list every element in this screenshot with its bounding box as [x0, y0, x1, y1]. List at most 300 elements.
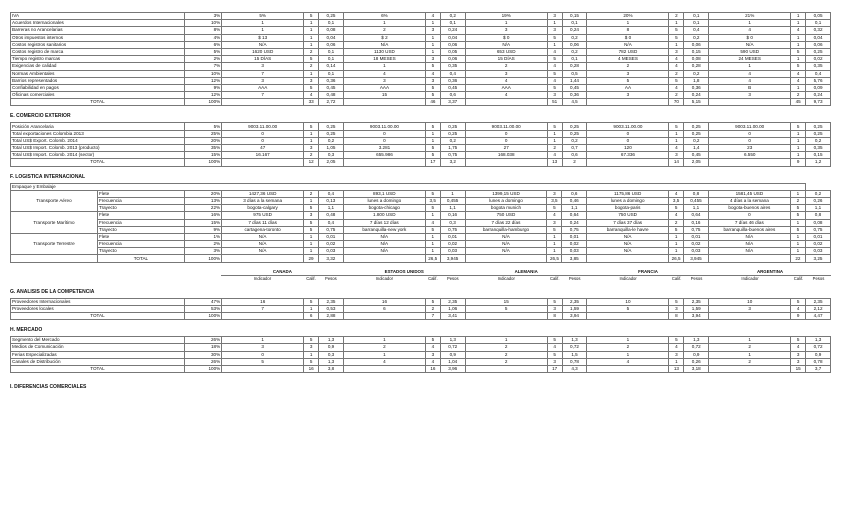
table-row: [11, 48, 831, 55]
total-weighted: 3,8: [319, 365, 344, 372]
score-cell: 5: [425, 205, 440, 212]
total-weighted: 4,5: [562, 99, 587, 106]
indicator-cell: N/A: [465, 41, 547, 48]
weighted-cell: 0,25: [319, 123, 344, 130]
weighted-cell: 0,04: [440, 34, 465, 41]
blank-cell: [222, 313, 304, 320]
indicator-cell: bogota-chicago: [343, 205, 425, 212]
indicator-cell: bogota-paris: [587, 205, 669, 212]
score-cell: 3,5: [669, 197, 684, 204]
weighted-cell: 0,02: [684, 241, 709, 248]
score-cell: 3: [791, 351, 806, 358]
weighted-cell: 0,28: [562, 63, 587, 70]
weighted-cell: 0,2: [806, 137, 831, 144]
weighted-cell: 1,1: [684, 205, 709, 212]
weighted-cell: 0,03: [684, 248, 709, 255]
indicator-cell: 750 USD: [465, 212, 547, 219]
weighted-cell: 0,14: [319, 63, 344, 70]
total-row: [11, 365, 831, 372]
score-cell: 1: [791, 145, 806, 152]
weighted-cell: 0,36: [319, 77, 344, 84]
total-weighted: 3,7: [806, 365, 831, 372]
weighted-cell: 0,72: [684, 344, 709, 351]
score-cell: 2: [669, 92, 684, 99]
score-cell: 4: [669, 212, 684, 219]
score-cell: 1: [304, 241, 319, 248]
score-cell: 5: [791, 298, 806, 305]
indicator-cell: 1: [709, 351, 791, 358]
indicator-cell: 6%: [343, 13, 425, 20]
score-cell: 1: [304, 34, 319, 41]
indicator-cell: 15: [343, 92, 425, 99]
indicator-cell: 120: [587, 145, 669, 152]
score-cell: 5: [669, 298, 684, 305]
row-weight: 15%: [184, 152, 221, 159]
score-cell: 1: [790, 248, 805, 255]
score-cell: 4: [425, 70, 440, 77]
weighted-cell: 0,01: [805, 233, 830, 240]
weighted-cell: 1,1: [562, 205, 587, 212]
total-label: TOTAL: [11, 99, 185, 106]
score-cell: 1: [791, 20, 806, 27]
score-cell: 5: [304, 337, 319, 344]
table-row: [11, 248, 831, 255]
weighted-cell: 1,59: [562, 305, 587, 312]
weighted-cell: 0,02: [562, 241, 587, 248]
total-weighted: 3,94: [562, 313, 587, 320]
blank-cell: [222, 99, 304, 106]
indicator-cell: 782 USD: [587, 48, 669, 55]
indicator-cell: 1: [222, 337, 304, 344]
score-cell: 1: [547, 241, 562, 248]
table-row: [11, 190, 831, 197]
weight-header: Pesos: [568, 275, 581, 281]
weighted-cell: 0,25: [684, 123, 709, 130]
table-row: [11, 226, 831, 233]
weighted-cell: 0,1: [684, 20, 709, 27]
indicator-cell: barranquilla-new york: [343, 226, 425, 233]
indicator-cell: cartagena-toronto: [222, 226, 304, 233]
score-cell: 4: [425, 219, 440, 226]
weighted-cell: 1,06: [440, 305, 465, 312]
transport-group: Transporte Aéreo: [11, 190, 98, 212]
table-row: [11, 34, 831, 41]
spreadsheet: [10, 12, 840, 393]
indicator-cell: 2: [709, 344, 791, 351]
row-label: Total US$ Export. Colomb. 2014: [11, 137, 185, 144]
score-cell: 4: [547, 77, 562, 84]
total-weight: 100%: [184, 255, 221, 262]
total-row: [11, 313, 831, 320]
weighted-cell: 0,72: [562, 344, 587, 351]
score-cell: 5: [791, 337, 806, 344]
indicator-cell: B: [709, 84, 791, 91]
row-weight: 25%: [184, 130, 221, 137]
weighted-cell: 0,4: [684, 27, 709, 34]
indicator-cell: 3: [465, 27, 547, 34]
score-cell: 5: [790, 205, 805, 212]
score-cell: 4: [425, 344, 440, 351]
indicator-cell: AAA: [343, 84, 425, 91]
score-cell: 1: [425, 248, 440, 255]
score-cell: 2: [791, 92, 806, 99]
indicator-cell: 1130 USD: [343, 48, 425, 55]
weighted-cell: 1,44: [562, 77, 587, 84]
weighted-cell: 0,24: [562, 27, 587, 34]
sec1-table: [10, 12, 831, 106]
blank-cell: [343, 365, 425, 372]
weighted-cell: 0,2: [562, 48, 587, 55]
indicator-cell: $ 2: [343, 34, 425, 41]
weighted-cell: 0,36: [562, 92, 587, 99]
weighted-cell: 1,1: [440, 205, 465, 212]
weighted-cell: 0,1: [319, 20, 344, 27]
row-label: Costos registro de marca: [11, 48, 185, 55]
weighted-cell: 0,48: [318, 212, 343, 219]
indicator-cell: 8: [587, 27, 669, 34]
indicator-cell: $ 0: [709, 34, 791, 41]
score-cell: 5: [425, 226, 440, 233]
weighted-cell: 0,06: [440, 41, 465, 48]
indicator-cell: 0: [222, 130, 304, 137]
score-cell: 2: [425, 305, 440, 312]
indicator-cell: 1: [587, 351, 669, 358]
footer-title: I. DIFERENCIAS COMERCIALES: [10, 384, 87, 391]
indicator-cell: 9003.11.00.00: [465, 123, 547, 130]
total-score: 45: [791, 99, 806, 106]
score-cell: 5: [547, 70, 562, 77]
weighted-cell: 0,01: [562, 233, 587, 240]
blank-cell: [465, 159, 547, 166]
score-cell: 5: [547, 34, 562, 41]
indicator-cell: bogota munich: [465, 205, 547, 212]
weighted-cell: 1: [440, 190, 465, 197]
weighted-cell: 0,9: [806, 351, 831, 358]
score-cell: 4: [425, 13, 440, 20]
indicator-cell: 2: [465, 358, 547, 365]
blank-cell: [343, 313, 425, 320]
indicator-cell: 15: [465, 298, 547, 305]
row-label: Flete: [97, 212, 184, 219]
blank-cell: [222, 365, 304, 372]
score-cell: 3: [425, 77, 440, 84]
indicator-cell: 6: [343, 305, 425, 312]
score-cell: 3: [425, 56, 440, 63]
total-weighted: 1,2: [806, 159, 831, 166]
indicator-cell: 47: [222, 145, 304, 152]
score-cell: 1: [669, 358, 684, 365]
indicator-cell: 7 días 12 días: [343, 219, 425, 226]
weighted-cell: 1,1: [805, 205, 830, 212]
weighted-cell: 2,12: [806, 305, 831, 312]
weighted-cell: 2,35: [319, 298, 344, 305]
total-weight: 100%: [184, 313, 221, 320]
score-cell: 1: [304, 20, 319, 27]
score-cell: 5: [425, 123, 440, 130]
indicator-cell: 3: [222, 77, 304, 84]
indicator-cell: 1399,15 USD: [465, 190, 547, 197]
total-score: 46: [425, 99, 440, 106]
score-cell: 3: [547, 358, 562, 365]
row-weight: 5%: [184, 48, 221, 55]
score-cell: 1: [547, 41, 562, 48]
indicator-cell: 2: [587, 344, 669, 351]
indicator-cell: N/A: [708, 248, 790, 255]
indicator-cell: 10: [709, 298, 791, 305]
weighted-cell: 0,8: [684, 190, 709, 197]
score-cell: 1: [791, 34, 806, 41]
score-cell: 3: [304, 145, 319, 152]
score-cell: 4: [669, 56, 684, 63]
total-weighted: 3,85: [562, 255, 587, 262]
blank-cell: [10, 275, 221, 282]
weighted-cell: 0,36: [440, 77, 465, 84]
indicator-cell: 7: [222, 70, 304, 77]
country-name: ARGENTINA: [709, 269, 831, 276]
score-cell: 1: [791, 56, 806, 63]
indicator-cell: 3: [587, 92, 669, 99]
weighted-cell: 0,08: [805, 219, 830, 226]
score-cell: 1: [547, 20, 562, 27]
weighted-cell: 0,03: [562, 248, 587, 255]
score-cell: 2: [304, 190, 319, 197]
table-row: [11, 92, 831, 99]
score-cell: 1: [547, 137, 562, 144]
weighted-cell: 0,2: [440, 13, 465, 20]
total-weighted: 3,37: [440, 99, 465, 106]
weighted-cell: 0,26: [805, 197, 830, 204]
indicator-cell: 1: [343, 337, 425, 344]
weighted-cell: 0,25: [319, 13, 344, 20]
weighted-cell: 0,1: [806, 20, 831, 27]
row-label: Costos registros sanitarios: [11, 41, 185, 48]
row-weight: 47%: [184, 298, 221, 305]
table-row: [11, 344, 831, 351]
score-cell: 4: [791, 344, 806, 351]
score-cell: 5: [425, 298, 440, 305]
weighted-cell: 0,25: [319, 130, 344, 137]
indicator-cell: 9003.11.00.00: [343, 123, 425, 130]
score-cell: 1: [425, 48, 440, 55]
row-label: Frecuencia: [97, 241, 184, 248]
weighted-cell: 1,05: [319, 145, 344, 152]
country-header: [10, 269, 831, 282]
row-weight: 15%: [184, 219, 221, 226]
row-label: Acuerdos Internacionales: [11, 20, 185, 27]
indicator-header: Indicador: [497, 275, 515, 281]
score-cell: 5: [304, 226, 319, 233]
score-cell: 1: [791, 130, 806, 137]
total-score: 14: [669, 159, 684, 166]
weighted-cell: 0,24: [684, 92, 709, 99]
weighted-cell: 1,3: [806, 337, 831, 344]
score-cell: 5: [425, 92, 440, 99]
score-cell: 1: [304, 137, 319, 144]
score-cell: 3: [547, 219, 562, 226]
score-cell: 5: [425, 84, 440, 91]
score-cell: 1: [669, 20, 684, 27]
score-cell: 2: [790, 197, 805, 204]
weighted-cell: 0,03: [318, 248, 343, 255]
indicator-cell: 27: [465, 145, 547, 152]
score-cell: 3: [669, 152, 684, 159]
row-weight: 12%: [184, 92, 221, 99]
score-cell: 4: [547, 63, 562, 70]
indicator-cell: 4: [465, 77, 547, 84]
table-row: [11, 130, 831, 137]
blank-cell: [708, 255, 790, 262]
indicator-cell: 4: [343, 358, 425, 365]
country-name: ALEMANIA: [465, 269, 587, 276]
score-cell: 1: [791, 13, 806, 20]
indicator-cell: 5: [587, 77, 669, 84]
indicator-cell: 9003.11.00.00: [222, 123, 304, 130]
weighted-cell: 0,06: [319, 41, 344, 48]
table-row: [11, 183, 831, 190]
score-cell: 1: [669, 41, 684, 48]
score-cell: 4: [791, 77, 806, 84]
total-weighted: 3,94: [684, 313, 709, 320]
indicator-cell: 1581,45 USD: [708, 190, 790, 197]
weighted-cell: 1,5: [562, 351, 587, 358]
score-cell: 5: [304, 358, 319, 365]
table-row: [11, 298, 831, 305]
total-weighted: 3,96: [440, 365, 465, 372]
score-cell: 4: [669, 84, 684, 91]
indicator-cell: 893,1 USD: [343, 190, 425, 197]
table-row: [11, 351, 831, 358]
row-weight: 5%: [184, 123, 221, 130]
row-weight: 2%: [184, 56, 221, 63]
indicator-cell: N/A: [708, 241, 790, 248]
score-cell: 5: [547, 205, 562, 212]
weighted-cell: 0,5: [562, 70, 587, 77]
score-cell: 1: [669, 248, 684, 255]
sec4-table: [10, 298, 831, 321]
indicator-cell: 4 MESES: [587, 56, 669, 63]
indicator-cell: 0: [465, 137, 547, 144]
score-cell: 1: [304, 248, 319, 255]
weighted-cell: 0,2: [805, 190, 830, 197]
score-cell: 3: [669, 351, 684, 358]
score-cell: 1: [304, 351, 319, 358]
score-cell: 5: [669, 123, 684, 130]
score-cell: 2: [669, 219, 684, 226]
score-cell: 3: [547, 92, 562, 99]
row-label: Segmento del Mercado: [11, 337, 185, 344]
indicator-cell: 18 MESES: [343, 56, 425, 63]
score-cell: 5: [304, 123, 319, 130]
weighted-cell: 0,25: [440, 123, 465, 130]
indicator-cell: 1.800 USD: [343, 212, 425, 219]
row-weight: 9%: [184, 84, 221, 91]
score-cell: 5: [304, 219, 319, 226]
weighted-cell: 0,75: [805, 226, 830, 233]
score-cell: 5: [547, 351, 562, 358]
row-label: Barreras no Arancelarias: [11, 27, 185, 34]
weighted-cell: 0,1: [319, 70, 344, 77]
score-cell: 3: [547, 190, 562, 197]
table-row: [11, 13, 831, 20]
score-cell: 3: [304, 212, 319, 219]
weighted-cell: 0,75: [684, 226, 709, 233]
row-label: Normas Ambientales: [11, 70, 185, 77]
indicator-cell: 6.550: [709, 152, 791, 159]
indicator-cell: 750 USD: [587, 212, 669, 219]
indicator-header: Indicador: [253, 275, 272, 281]
weighted-cell: 2,35: [440, 298, 465, 305]
blank-cell: [465, 99, 547, 106]
indicator-cell: 7: [222, 305, 304, 312]
score-cell: 5: [547, 84, 562, 91]
total-score: 12: [304, 159, 319, 166]
weighted-cell: 1,8: [684, 77, 709, 84]
score-cell: 1: [425, 241, 440, 248]
table-row: [11, 233, 831, 240]
total-score: 22: [790, 255, 805, 262]
total-row: [11, 255, 831, 262]
row-weight: 20%: [184, 137, 221, 144]
table-row: [11, 241, 831, 248]
weighted-cell: 0,45: [440, 84, 465, 91]
weighted-cell: 0,2: [684, 137, 709, 144]
score-cell: 5: [669, 337, 684, 344]
weighted-cell: 0,06: [684, 41, 709, 48]
indicator-cell: N/A: [587, 233, 669, 240]
row-label: IVA: [11, 13, 185, 20]
row-label: Frecuencia: [97, 219, 184, 226]
score-cell: 1: [425, 212, 440, 219]
weighted-cell: 0,01: [684, 233, 709, 240]
score-cell: 5: [425, 152, 440, 159]
score-cell: 1: [669, 233, 684, 240]
score-cell: 5: [791, 63, 806, 70]
total-label: TOTAL: [11, 159, 185, 166]
score-cell: 5: [304, 84, 319, 91]
weighted-cell: 0,25: [562, 123, 587, 130]
indicator-cell: lunes a domingo: [587, 197, 669, 204]
row-weight: 13%: [184, 197, 221, 204]
indicator-cell: 2: [709, 358, 791, 365]
weighted-cell: 0,36: [684, 84, 709, 91]
weight-header: Pesos: [325, 275, 337, 281]
indicator-cell: AAA: [222, 84, 304, 91]
table-row: [11, 305, 831, 312]
indicator-cell: bogota-calgary: [222, 205, 304, 212]
country-name: CANADA: [221, 269, 343, 276]
indicator-cell: N/A: [465, 241, 547, 248]
indicator-cell: 0: [709, 137, 791, 144]
score-cell: 1: [790, 241, 805, 248]
weighted-cell: 0,2: [684, 34, 709, 41]
table-row: [11, 20, 831, 27]
table-row: [11, 84, 831, 91]
sec5-title: H. MERCADO: [10, 327, 43, 334]
total-score: 17: [547, 365, 562, 372]
total-score: 9: [791, 313, 806, 320]
indicator-cell: 0: [222, 137, 304, 144]
weighted-cell: 0,15: [806, 152, 831, 159]
weighted-cell: 0,03: [440, 248, 465, 255]
blank-cell: [587, 99, 669, 106]
indicator-cell: 2: [465, 63, 547, 70]
score-cell: 5: [547, 337, 562, 344]
indicator-cell: 0: [587, 137, 669, 144]
total-label: TOTAL: [97, 255, 184, 262]
weighted-cell: 0,35: [806, 63, 831, 70]
indicator-cell: 1427,36 USD: [222, 190, 304, 197]
indicator-cell: 7 días 37 días: [587, 219, 669, 226]
